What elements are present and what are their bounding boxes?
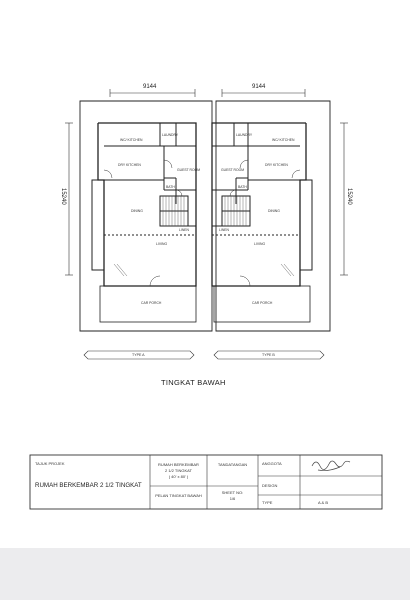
type-value: A & B [318,500,329,505]
right-width-dimension: 9144 [252,84,266,90]
room-living-label: LIVING [156,242,168,246]
sheet-no-value: 1/6 [229,496,236,501]
room-guest-room-label: GUEST ROOM [177,168,201,172]
sheet-no-label: SHEET NO: [221,490,244,495]
right-depth-dimension: 15240 [346,188,352,205]
type-b-tag: TYPE B [262,353,275,357]
project-name: RUMAH BERKEMBAR 2 1/2 TINGKAT [35,482,142,489]
project-title-label: TAJUK PROJEK [35,461,65,466]
house-desc-line3: ( 40' x 80' ) [168,474,189,479]
room-dining-label-b: DINING [268,209,280,213]
type-tag-banners [84,351,324,359]
type-a-tag: TYPE A [132,353,145,357]
signature-label: TANDATANGAN [217,462,248,467]
left-width-dimension: 9144 [143,84,157,90]
checked-label: ANGGOTA [262,461,282,466]
house-right-walls [212,123,312,322]
room-wc-kitchen-label-b: WC/ KITCHEN [272,138,295,142]
house-left-walls [92,123,196,322]
room-laundry-label-b: LAUNDRY [236,133,253,137]
house-desc-line2: 2 1/2 TINGKAT [165,468,192,473]
drawing-title: PELAN TINGKAT BAWAH [155,493,202,498]
room-bath-label-b: BATH [238,185,247,189]
room-living-label-b: LIVING [254,242,266,246]
top-dimension-lines [110,89,305,97]
room-dry-kitchen-label: DRY KITCHEN [118,163,141,167]
house-right-door-swings [230,160,300,286]
room-bath-label: BATH [166,185,175,189]
design-label: DESIGN [262,483,278,488]
type-label: TYPE [262,500,273,505]
lot-boundaries [80,101,330,331]
house-right-stair-treads [225,196,294,276]
signature-scribble [312,461,350,471]
room-car-porch-label-b: CAR PORCH [252,301,273,305]
room-wc-kitchen-label: WC/ KITCHEN [120,138,143,142]
house-left-stair-treads [114,196,184,276]
room-car-porch-label: CAR PORCH [141,301,162,305]
room-guest-room-label-b: GUEST ROOM [221,168,245,172]
room-linen-label: LINEN [179,228,189,232]
house-desc-line1: RUMAH BERKEMBAR [158,462,199,467]
room-dining-label: DINING [131,209,143,213]
house-left-door-swings [104,160,182,286]
room-linen-label-b: LINEN [219,228,229,232]
room-dry-kitchen-label-b: DRY KITCHEN [265,163,288,167]
left-depth-dimension: 15240 [60,188,66,205]
room-laundry-label: LAUNDRY [162,133,179,137]
plan-caption: TINGKAT BAWAH [161,378,226,387]
